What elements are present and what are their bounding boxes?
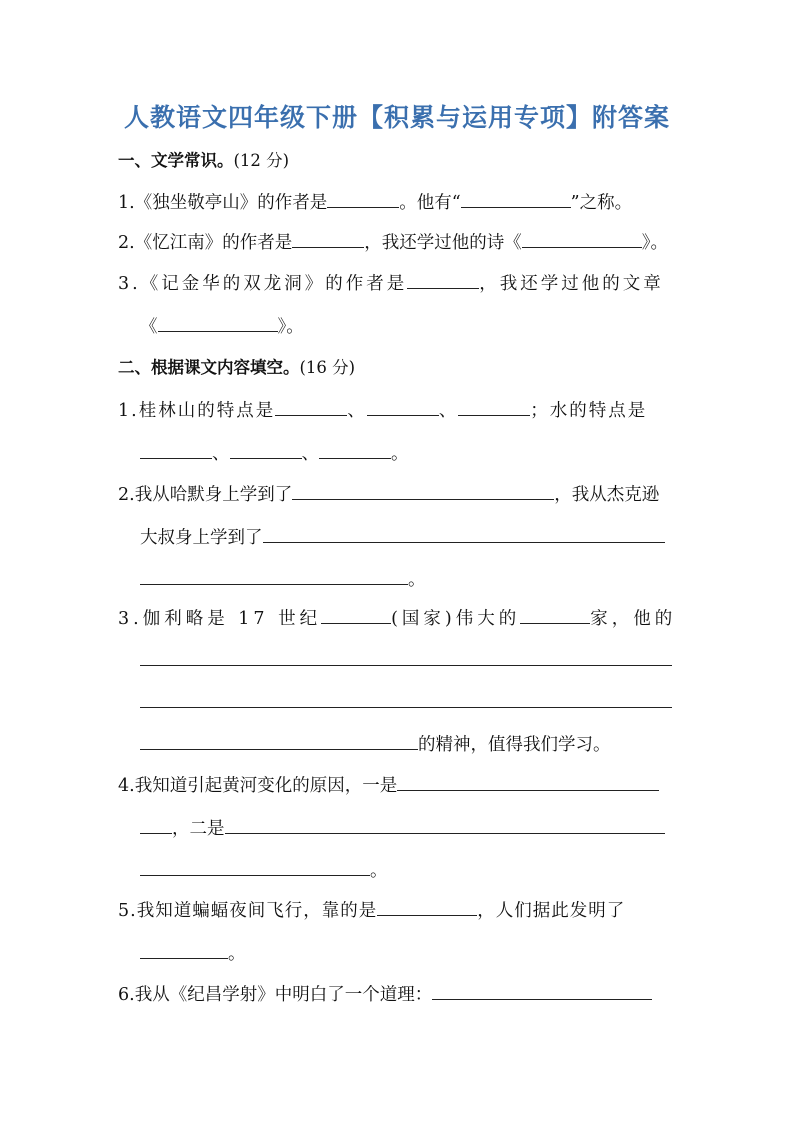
s1-q3-text-c1: 《: [140, 317, 158, 337]
s1-q2: [118, 229, 668, 255]
section2-points: (16 分): [299, 358, 356, 377]
s2-q4-end: 。: [370, 861, 388, 881]
s2-q5-end: 。: [228, 944, 246, 964]
s1-q3-cont: [140, 313, 304, 339]
page-title: 人教语文四年级下册【积累与运用专项】附答案: [123, 103, 670, 132]
s2-q1-blank-4[interactable]: [140, 440, 212, 459]
s2-q3-blank-1[interactable]: [321, 605, 391, 624]
s2-q5-blank-2[interactable]: [140, 940, 228, 959]
s2-q5-text-b: ，人们据此发明了: [477, 901, 626, 921]
s2-q3-blank-2[interactable]: [520, 605, 590, 624]
s2-q2-text-a: 2.我从哈默身上学到了: [118, 485, 293, 505]
s2-q2-blank-3[interactable]: [140, 566, 408, 585]
s2-q1-text-a: 1.桂林山的特点是: [118, 401, 276, 421]
s2-q4-blank-3[interactable]: [225, 815, 665, 834]
s2-q3-text-d: 的精神，值得我们学习。: [418, 735, 611, 755]
s2-q1-blank-3[interactable]: [458, 397, 530, 416]
s2-q4-cont: [140, 815, 665, 841]
s1-q2-blank-1[interactable]: [292, 229, 364, 248]
section2-heading-text: 二、根据课文内容填空。: [118, 358, 300, 377]
section1-heading: [118, 149, 289, 173]
s2-q2-text-b: ，我从杰克逊: [554, 485, 660, 505]
s1-q3: [118, 270, 664, 296]
s2-q3-blank-4[interactable]: [140, 707, 672, 708]
section2-heading: [118, 356, 355, 380]
s2-q3-blank-3[interactable]: [140, 665, 672, 666]
s1-q2-text-a: 2.《忆江南》的作者是: [118, 233, 293, 253]
s2-q2-blank-1[interactable]: [292, 481, 554, 500]
s1-q1: [118, 189, 632, 215]
s2-q2: [118, 481, 659, 507]
s2-q1-sep-1: 、: [347, 401, 367, 421]
s2-q4-blank-2[interactable]: [140, 815, 172, 834]
s2-q5-text-a: 5.我知道蝙蝠夜间飞行，靠的是: [118, 901, 378, 921]
s2-q6: [118, 981, 652, 1007]
s2-q3-cont: [140, 731, 611, 757]
section1-points: (12 分): [233, 151, 290, 170]
s2-q1-blank-6[interactable]: [319, 440, 391, 459]
s2-q3-text-b: (国家)伟大的: [391, 609, 521, 629]
s1-q3-blank-1[interactable]: [407, 270, 479, 289]
s2-q1-sep-2: 、: [438, 401, 459, 421]
s2-q4-cont2: [140, 857, 388, 883]
s1-q3-blank-2[interactable]: [158, 313, 278, 332]
s1-q2-blank-2[interactable]: [522, 229, 642, 248]
s2-q1-blank-5[interactable]: [230, 440, 302, 459]
s2-q4-text-a: 4.我知道引起黄河变化的原因，一是: [118, 776, 398, 796]
s2-q3-blank-5[interactable]: [140, 731, 418, 750]
s2-q1-text-b: ；水的特点是: [530, 401, 648, 421]
s1-q1-text-c: ”之称。: [570, 193, 633, 213]
s2-q2-cont2: [140, 566, 426, 592]
s2-q2-cont: [140, 524, 665, 550]
s1-q1-text-b: 。他有“: [399, 193, 461, 213]
s2-q6-text-a: 6.我从《纪昌学射》中明白了一个道理：: [118, 985, 433, 1005]
s1-q3-text-c2: 》。: [277, 317, 304, 337]
s2-q4: [118, 772, 659, 798]
s1-q2-text-c: 》。: [641, 233, 668, 253]
s1-q2-text-b: ，我还学过他的诗《: [364, 233, 522, 253]
s2-q1-cont: [140, 440, 409, 466]
s1-q1-blank-2[interactable]: [461, 189, 571, 208]
s2-q5: [118, 897, 625, 923]
s1-q1-text-a: 1.《独坐敬亭山》的作者是: [118, 193, 328, 213]
s2-q1-end: 。: [391, 444, 409, 464]
s2-q5-blank-1[interactable]: [377, 897, 477, 916]
s2-q1-sep-3: 、: [212, 444, 230, 464]
s1-q3-text-a: 3.《记金华的双龙洞》的作者是: [118, 274, 408, 294]
s2-q1-blank-1[interactable]: [275, 397, 347, 416]
s2-q1-blank-2[interactable]: [367, 397, 439, 416]
s2-q2-text-c: 大叔身上学到了: [140, 528, 263, 548]
s2-q4-blank-1[interactable]: [397, 772, 659, 791]
s2-q3: [118, 605, 676, 631]
s2-q3-text-a: 3.伽利略是 17 世纪: [118, 609, 322, 629]
s2-q2-blank-2[interactable]: [263, 524, 665, 543]
s2-q5-cont: [140, 940, 246, 966]
s2-q3-text-c: 家，他的: [590, 609, 677, 629]
s2-q2-end: 。: [408, 570, 426, 590]
s2-q1-sep-4: 、: [301, 444, 319, 464]
section1-heading-text: 一、文学常识。: [118, 151, 234, 170]
s2-q1: [118, 397, 647, 423]
s2-q6-blank-1[interactable]: [432, 981, 652, 1000]
s2-q4-blank-4[interactable]: [140, 857, 370, 876]
s1-q3-text-b: ，我还学过他的文章: [479, 274, 664, 294]
s2-q4-text-b: ，二是: [172, 819, 225, 839]
s1-q1-blank-1[interactable]: [327, 189, 399, 208]
